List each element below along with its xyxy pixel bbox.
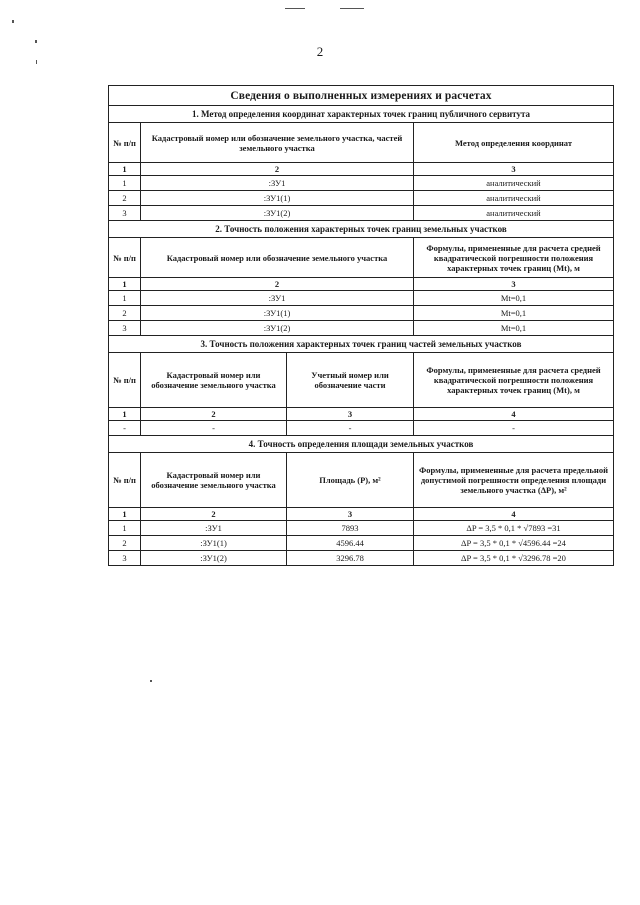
table-cell: :ЗУ1(2) <box>141 551 287 566</box>
s1-col-number: 1 <box>109 163 141 176</box>
s3-col-number: 2 <box>141 408 287 421</box>
table-cell: 3 <box>109 206 141 221</box>
s4-col-number: 1 <box>109 508 141 521</box>
page-number: 2 <box>316 44 324 59</box>
table-cell: :ЗУ1 <box>141 291 414 306</box>
table-cell: :ЗУ1(2) <box>141 321 414 336</box>
table-cell: 1 <box>109 291 141 306</box>
table-cell: :ЗУ1 <box>141 521 287 536</box>
s3-col-number: 4 <box>414 408 614 421</box>
table-cell: ΔP = 3,5 * 0,1 * √7893 =31 <box>414 521 614 536</box>
table-row <box>109 321 614 336</box>
table-cell: 1 <box>109 176 141 191</box>
s3-col-number: 3 <box>287 408 414 421</box>
section1-title: 1. Метод определения координат характерных точек границ публичного сервитута <box>109 106 614 123</box>
s2-col-number: 2 <box>141 278 414 291</box>
table-cell: 3 <box>109 321 141 336</box>
s3-header-formula: Формулы, примененные для расчета средней квадратической погрешности положения характерных точек границ (Mt), м <box>414 353 614 408</box>
s1-col-number: 2 <box>141 163 414 176</box>
s3-header-number: № п/п <box>109 353 141 408</box>
table-cell: :ЗУ1(1) <box>141 306 414 321</box>
s4-header-cadastral: Кадастровый номер или обозначение земельного участка <box>141 453 287 508</box>
scan-speck <box>12 20 14 23</box>
scan-speck <box>36 60 37 64</box>
table-cell: 7893 <box>287 521 414 536</box>
section2-title: 2. Точность положения характерных точек границ земельных участков <box>109 221 614 238</box>
table-row <box>109 176 614 191</box>
scan-speck <box>35 40 37 43</box>
s1-header-number: № п/п <box>109 123 141 163</box>
table-cell: :ЗУ1(1) <box>141 536 287 551</box>
table-cell: :ЗУ1(2) <box>141 206 414 221</box>
table-row <box>109 521 614 536</box>
document-title: Сведения о выполненных измерениях и расчетах <box>109 86 614 106</box>
s2-header-formula: Формулы, примененные для расчета средней квадратической погрешности положения характерных точек границ (Mt), м <box>414 238 614 278</box>
table-cell: 4596.44 <box>287 536 414 551</box>
table-cell: 2 <box>109 536 141 551</box>
table-cell: - <box>141 421 287 436</box>
table-cell: 2 <box>109 306 141 321</box>
s2-header-number: № п/п <box>109 238 141 278</box>
s2-col-number: 3 <box>414 278 614 291</box>
table-row <box>109 191 614 206</box>
s4-header-number: № п/п <box>109 453 141 508</box>
table-row <box>109 291 614 306</box>
table-cell: Mt=0,1 <box>414 291 614 306</box>
s1-col-number: 3 <box>414 163 614 176</box>
table-cell: :ЗУ1 <box>141 176 414 191</box>
s4-col-number: 4 <box>414 508 614 521</box>
table-cell: 3 <box>109 551 141 566</box>
s2-col-number: 1 <box>109 278 141 291</box>
s2-header-cadastral: Кадастровый номер или обозначение земельного участка <box>141 238 414 278</box>
s4-header-formula: Формулы, примененные для расчета предельной допустимой погрешности определения площади земельного участка (ΔP), м² <box>414 453 614 508</box>
table-row <box>109 536 614 551</box>
table-cell: :ЗУ1(1) <box>141 191 414 206</box>
s3-header-part: Учетный номер или обозначение части <box>287 353 414 408</box>
table-row <box>109 206 614 221</box>
table-cell: ΔP = 3,5 * 0,1 * √4596.44 =24 <box>414 536 614 551</box>
section3-title: 3. Точность положения характерных точек границ частей земельных участков <box>109 336 614 353</box>
table-cell: 2 <box>109 191 141 206</box>
table-cell: 3296.78 <box>287 551 414 566</box>
table-cell: аналитический <box>414 176 614 191</box>
s3-header-cadastral: Кадастровый номер или обозначение земельного участка <box>141 353 287 408</box>
s1-header-method: Метод определения координат <box>414 123 614 163</box>
table-cell: Mt=0,1 <box>414 321 614 336</box>
s4-col-number: 3 <box>287 508 414 521</box>
table-cell: аналитический <box>414 191 614 206</box>
table-row <box>109 306 614 321</box>
s4-col-number: 2 <box>141 508 287 521</box>
table-row <box>109 551 614 566</box>
table-cell: аналитический <box>414 206 614 221</box>
table-cell: 1 <box>109 521 141 536</box>
s3-col-number: 1 <box>109 408 141 421</box>
section4-title: 4. Точность определения площади земельных участков <box>109 436 614 453</box>
measurements-table <box>108 85 614 566</box>
scan-speck <box>340 8 364 9</box>
table-cell: ΔP = 3,5 * 0,1 * √3296.78 =20 <box>414 551 614 566</box>
table-row <box>109 421 614 436</box>
scan-speck <box>285 8 305 9</box>
scan-speck <box>150 680 152 682</box>
table-cell: - <box>109 421 141 436</box>
s4-header-area: Площадь (P), м² <box>287 453 414 508</box>
s1-header-cadastral: Кадастровый номер или обозначение земельного участка, частей земельного участка <box>141 123 414 163</box>
table-cell: - <box>287 421 414 436</box>
table-cell: Mt=0,1 <box>414 306 614 321</box>
table-cell: - <box>414 421 614 436</box>
